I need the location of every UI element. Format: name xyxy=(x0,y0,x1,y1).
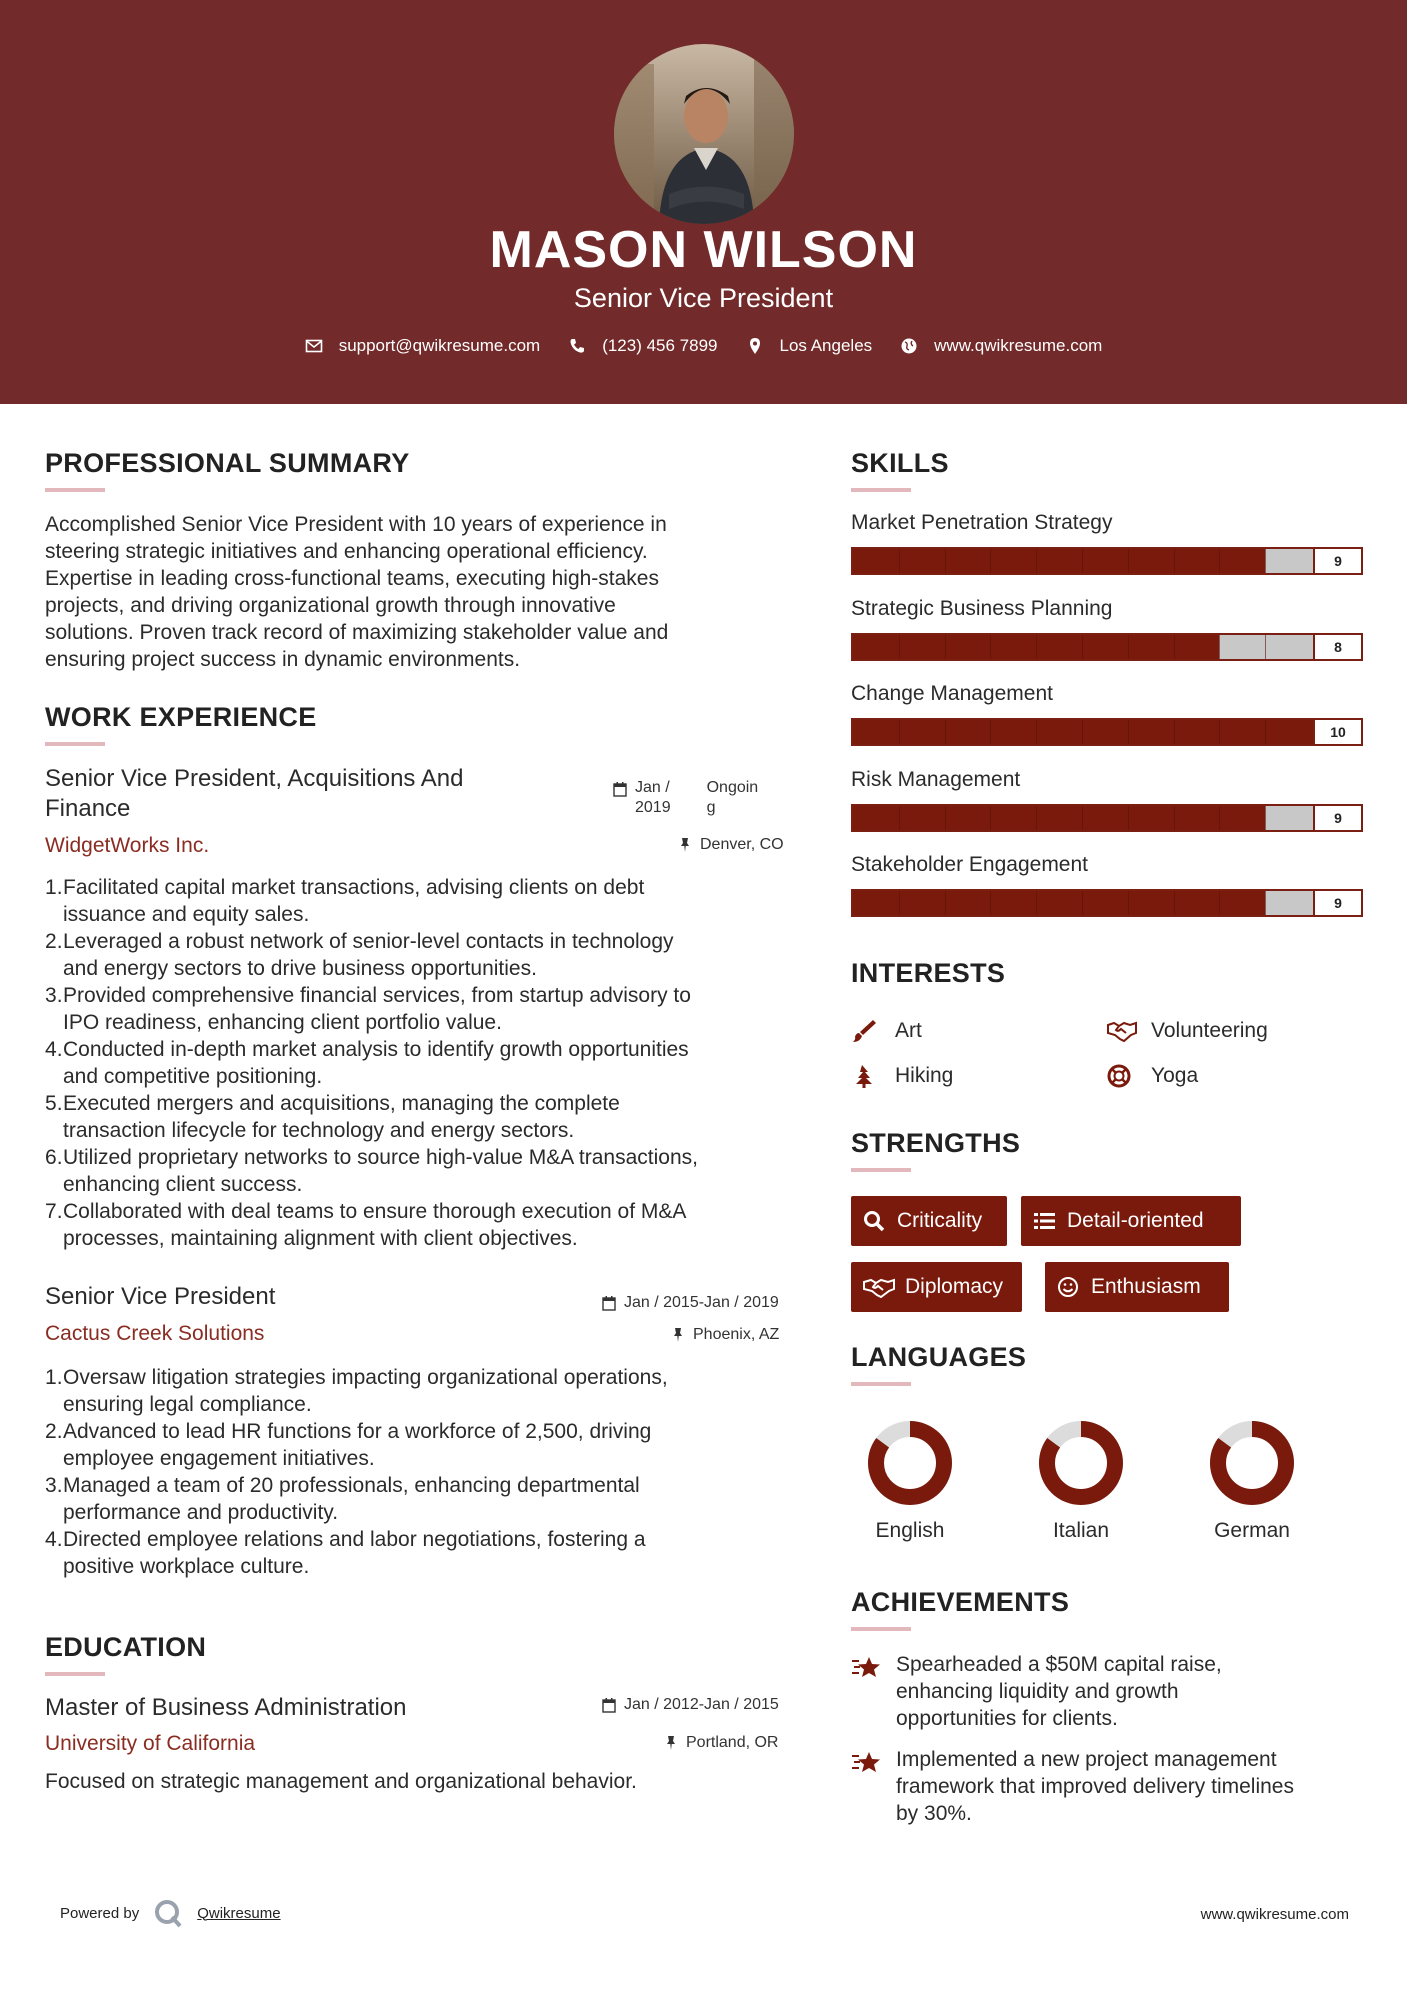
contact-email-text: support@qwikresume.com xyxy=(338,336,541,355)
candidate-name: MASON WILSON xyxy=(489,221,918,279)
language-proficiency-donut xyxy=(1207,1418,1297,1508)
job-title: Senior Vice President xyxy=(45,1283,276,1310)
skill-segment-divider xyxy=(1265,635,1266,659)
summary-line: steering strategic initiatives and enhancing operational efficiency. xyxy=(45,540,648,563)
skill-segment-divider xyxy=(1219,806,1220,830)
skill-name: Change Management xyxy=(851,682,1053,705)
skill-segment-divider xyxy=(1265,720,1266,744)
date-to-line: g xyxy=(706,799,716,816)
achievement-line: Implemented a new project management xyxy=(896,1748,1277,1771)
skill-segment-divider xyxy=(899,806,900,830)
language-name: Italian xyxy=(1052,1519,1110,1542)
skill-segment-divider xyxy=(1082,549,1083,573)
achievement-line: enhancing liquidity and growth xyxy=(896,1680,1179,1703)
date-to-line: Ongoin xyxy=(706,779,759,796)
contact-website[interactable] xyxy=(900,336,1102,356)
strength-label: Enthusiasm xyxy=(1091,1275,1201,1298)
paintbrush-icon xyxy=(851,1019,877,1043)
resume-header xyxy=(0,0,1407,404)
language-item xyxy=(1182,1418,1322,1543)
date-from-line: Jan / xyxy=(635,779,670,796)
skill-name: Stakeholder Engagement xyxy=(851,853,1088,876)
strength-label: Diplomacy xyxy=(905,1275,1004,1298)
skill-segment-divider xyxy=(1174,806,1175,830)
candidate-title: Senior Vice President xyxy=(573,283,834,313)
skill-segment-divider xyxy=(899,720,900,744)
skill-segment-divider xyxy=(945,720,946,744)
summary-line: Expertise in leading cross-functional teams, executing high-stakes xyxy=(45,567,659,590)
section-rule xyxy=(851,488,911,492)
skill-level-value: 9 xyxy=(1313,806,1361,830)
section-rule xyxy=(45,1672,105,1676)
contact-location-text: Los Angeles xyxy=(779,336,873,355)
company-name: WidgetWorks Inc. xyxy=(45,834,210,857)
skill-name: Risk Management xyxy=(851,768,1021,791)
contact-website-text: www.qwikresume.com xyxy=(934,336,1103,355)
list-item: Utilized proprietary networks to source high-value M&A transactions, enhancing client success. xyxy=(63,1146,698,1196)
skill-segment-divider xyxy=(990,891,991,915)
skill-segment-divider xyxy=(1036,635,1037,659)
skill-segment-divider xyxy=(1265,806,1266,830)
strength-badge xyxy=(851,1262,1022,1312)
list-item: Facilitated capital market transactions, advising clients on debt issuance and equity sales. xyxy=(63,876,645,926)
skill-segment-divider xyxy=(1082,891,1083,915)
language-item xyxy=(1011,1418,1151,1543)
contact-phone[interactable] xyxy=(568,336,717,356)
section-rule xyxy=(851,1627,911,1631)
skill-segment-divider xyxy=(1219,635,1220,659)
skill-level-fill xyxy=(853,720,1361,744)
language-name: English xyxy=(875,1519,945,1542)
skill-segment-divider xyxy=(990,635,991,659)
summary-line: Accomplished Senior Vice President with 10 years of experience in xyxy=(45,513,667,536)
skill-segment-divider xyxy=(1036,806,1037,830)
date-from-line: 2019 xyxy=(635,799,671,816)
education-location xyxy=(664,1734,778,1752)
strength-badge xyxy=(851,1196,1007,1246)
education-location-text: Portland, OR xyxy=(686,1734,779,1751)
skill-name: Strategic Business Planning xyxy=(851,597,1113,620)
achievements-heading: ACHIEVEMENTS xyxy=(851,1587,1070,1617)
skill-segment-divider xyxy=(1082,720,1083,744)
skill-segment-divider xyxy=(1128,891,1129,915)
star-award-icon xyxy=(851,1748,883,1776)
summary-line: ensuring project success in dynamic environments. xyxy=(45,648,521,671)
map-pin-icon xyxy=(746,337,764,355)
achievement-item xyxy=(851,1746,1294,1827)
interest-item xyxy=(1107,1019,1268,1043)
job-location-text: Phoenix, AZ xyxy=(693,1326,780,1343)
achievement-line: by 30%. xyxy=(896,1802,972,1825)
strength-badge xyxy=(1021,1196,1241,1246)
footer-branding xyxy=(60,1898,281,1928)
skill-segment-divider xyxy=(945,549,946,573)
education-dates-text: Jan / 2012-Jan / 2015 xyxy=(624,1696,779,1713)
job-location xyxy=(671,1326,779,1344)
list-icon xyxy=(1033,1210,1057,1232)
skill-segment-divider xyxy=(990,720,991,744)
list-item: Managed a team of 20 professionals, enhancing departmental performance and productivity. xyxy=(63,1474,640,1524)
handshake-icon xyxy=(1107,1019,1133,1043)
skill-level-fill xyxy=(853,806,1265,830)
skill-level-bar xyxy=(851,804,1363,832)
skill-segment-divider xyxy=(990,806,991,830)
language-item xyxy=(840,1418,980,1543)
job-bullet-list xyxy=(45,1364,805,1580)
skill-name: Market Penetration Strategy xyxy=(851,511,1113,534)
skill-level-bar xyxy=(851,889,1363,917)
interest-label: Hiking xyxy=(895,1064,954,1087)
envelope-icon xyxy=(305,337,323,355)
interest-item xyxy=(851,1019,922,1043)
section-rule xyxy=(851,1382,911,1386)
contact-location xyxy=(746,336,873,356)
skill-segment-divider xyxy=(990,549,991,573)
language-proficiency-donut xyxy=(1036,1418,1126,1508)
interest-item xyxy=(1107,1064,1198,1088)
skills-heading: SKILLS xyxy=(851,448,949,478)
job-location xyxy=(678,836,784,854)
skill-level-bar xyxy=(851,718,1363,746)
achievement-line: opportunities for clients. xyxy=(896,1707,1118,1730)
skill-segment-divider xyxy=(1219,549,1220,573)
interest-label: Art xyxy=(895,1019,922,1042)
job-bullet-list xyxy=(45,874,805,1252)
qwikresume-logo-icon xyxy=(153,1898,183,1928)
skill-level-bar xyxy=(851,547,1363,575)
language-name: German xyxy=(1214,1519,1290,1542)
interests-heading: INTERESTS xyxy=(851,958,1006,988)
contact-email[interactable] xyxy=(305,336,541,356)
job-location-text: Denver, CO xyxy=(700,836,784,853)
skill-segment-divider xyxy=(1128,806,1129,830)
summary-text xyxy=(45,511,785,673)
skill-level-value: 9 xyxy=(1313,549,1361,573)
strength-label: Criticality xyxy=(897,1209,983,1232)
interest-item xyxy=(851,1064,953,1088)
smile-icon xyxy=(1057,1276,1081,1298)
calendar-icon xyxy=(602,1697,616,1713)
lifebuoy-icon xyxy=(1107,1064,1133,1088)
globe-icon xyxy=(900,337,918,355)
list-item: Oversaw litigation strategies impacting organizational operations, ensuring legal compliance. xyxy=(63,1366,668,1416)
pin-icon xyxy=(671,1327,685,1343)
skill-segment-divider xyxy=(945,806,946,830)
skill-level-value: 8 xyxy=(1313,635,1361,659)
languages-heading: LANGUAGES xyxy=(851,1342,1027,1372)
section-rule xyxy=(45,488,105,492)
contact-bar xyxy=(0,336,1407,356)
summary-line: projects, and driving organizational growth through innovative xyxy=(45,594,616,617)
strength-badge xyxy=(1045,1262,1229,1312)
achievement-line: Spearheaded a $50M capital raise, xyxy=(896,1653,1222,1676)
skill-segment-divider xyxy=(945,891,946,915)
skill-level-value: 9 xyxy=(1313,891,1361,915)
skill-segment-divider xyxy=(1265,549,1266,573)
calendar-icon xyxy=(602,1295,616,1311)
footer-website[interactable]: www.qwikresume.com xyxy=(1200,1906,1349,1923)
skill-segment-divider xyxy=(1128,549,1129,573)
strength-label: Detail-oriented xyxy=(1067,1209,1204,1232)
skill-segment-divider xyxy=(899,891,900,915)
skill-segment-divider xyxy=(1219,891,1220,915)
achievement-line: framework that improved delivery timelines xyxy=(896,1775,1294,1798)
handshake-icon xyxy=(863,1276,895,1298)
star-award-icon xyxy=(851,1653,883,1681)
school-name: University of California xyxy=(45,1732,256,1755)
job-title xyxy=(45,764,565,824)
phone-icon xyxy=(568,337,586,355)
skill-segment-divider xyxy=(1174,891,1175,915)
summary-heading: PROFESSIONAL SUMMARY xyxy=(45,448,410,478)
skill-level-bar xyxy=(851,633,1363,661)
profile-photo xyxy=(614,44,794,224)
degree-title: Master of Business Administration xyxy=(45,1694,407,1721)
skill-segment-divider xyxy=(1219,720,1220,744)
search-icon xyxy=(863,1210,887,1232)
contact-phone-text: (123) 456 7899 xyxy=(602,336,718,355)
qwikresume-link[interactable]: Qwikresume xyxy=(197,1904,281,1922)
education-description: Focused on strategic management and organizational behavior. xyxy=(45,1770,637,1793)
powered-by-text: Powered by xyxy=(60,1904,140,1922)
skill-level-fill xyxy=(853,549,1265,573)
calendar-icon xyxy=(613,781,627,797)
skill-level-value: 10 xyxy=(1313,720,1361,744)
list-item: Advanced to lead HR functions for a workforce of 2,500, driving employee engagement initiatives. xyxy=(63,1420,652,1470)
skill-segment-divider xyxy=(1082,806,1083,830)
pin-icon xyxy=(664,1735,678,1751)
skill-segment-divider xyxy=(1036,549,1037,573)
skill-segment-divider xyxy=(1128,720,1129,744)
list-item: Provided comprehensive financial services, from startup advisory to IPO readiness, enhancing client portfolio value. xyxy=(63,984,691,1034)
language-proficiency-donut xyxy=(865,1418,955,1508)
section-rule xyxy=(45,742,105,746)
interest-label: Volunteering xyxy=(1151,1019,1268,1042)
pin-icon xyxy=(678,837,692,853)
strengths-heading: STRENGTHS xyxy=(851,1128,1021,1158)
list-item: Executed mergers and acquisitions, managing the complete transaction lifecycle for technology and energy sectors. xyxy=(63,1092,620,1142)
skill-segment-divider xyxy=(1174,720,1175,744)
list-item: Conducted in-depth market analysis to identify growth opportunities and competitive positioning. xyxy=(63,1038,689,1088)
experience-heading: WORK EXPERIENCE xyxy=(45,702,317,732)
education-dates xyxy=(602,1696,779,1714)
interest-label: Yoga xyxy=(1151,1064,1199,1087)
summary-line: solutions. Proven track record of maximizing stakeholder value and xyxy=(45,621,669,644)
skill-segment-divider xyxy=(1036,891,1037,915)
skill-segment-divider xyxy=(1174,549,1175,573)
company-name: Cactus Creek Solutions xyxy=(45,1322,265,1345)
list-item: Directed employee relations and labor negotiations, fostering a positive workplace culture. xyxy=(63,1528,646,1578)
skill-segment-divider xyxy=(1128,635,1129,659)
achievement-item xyxy=(851,1651,1222,1732)
skill-segment-divider xyxy=(1174,635,1175,659)
job-dates xyxy=(613,778,758,818)
skill-segment-divider xyxy=(945,635,946,659)
job-title-line: Finance xyxy=(45,795,131,822)
job-dates xyxy=(602,1294,779,1312)
job-dates-text: Jan / 2015-Jan / 2019 xyxy=(624,1294,779,1311)
skill-segment-divider xyxy=(1082,635,1083,659)
education-heading: EDUCATION xyxy=(45,1632,207,1662)
skill-level-fill xyxy=(853,891,1265,915)
skill-segment-divider xyxy=(899,549,900,573)
skill-segment-divider xyxy=(1036,720,1037,744)
job-title-line: Senior Vice President, Acquisitions And xyxy=(45,765,464,792)
list-item: Leveraged a robust network of senior-level contacts in technology and energy sectors to drive business opportunities. xyxy=(63,930,674,980)
tree-icon xyxy=(851,1064,877,1088)
section-rule xyxy=(851,1168,911,1172)
skill-segment-divider xyxy=(1265,891,1266,915)
skill-segment-divider xyxy=(899,635,900,659)
list-item: Collaborated with deal teams to ensure thorough execution of M&A processes, maintaining alignment with client objectives. xyxy=(63,1200,687,1250)
